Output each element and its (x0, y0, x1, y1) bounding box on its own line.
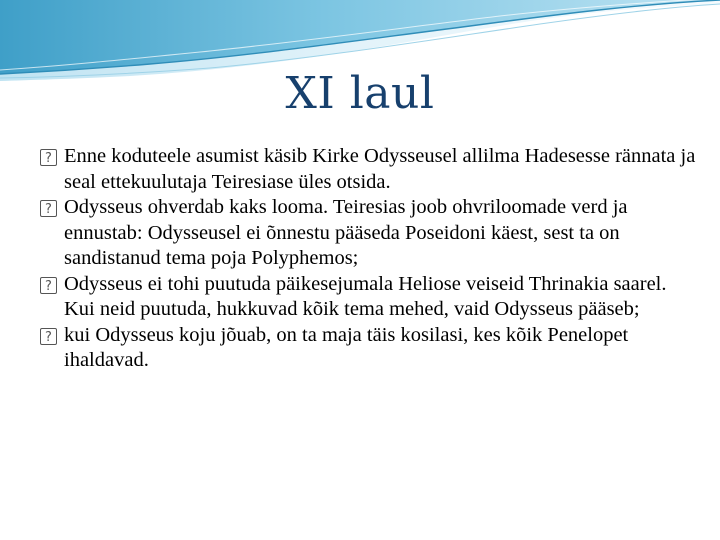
missing-glyph-icon (40, 149, 57, 166)
missing-glyph-icon (40, 200, 57, 217)
slide-title: XI laul (285, 68, 435, 119)
missing-glyph-icon (40, 277, 57, 294)
bullet-item (40, 272, 696, 323)
bullet-text: kui Odysseus koju jõuab, on ta maja täis kosilasi, kes kõik Penelopet ihaldavad. (64, 323, 629, 371)
bullet-item (40, 323, 696, 374)
bullet-item (40, 195, 696, 272)
bullet-text: Odysseus ei tohi puutuda päikesejumala Heliose veiseid Thrinakia saarel. Kui neid puutuda, hukkuvad kõik tema mehed, vaid Odysseus pääseb; (64, 272, 667, 320)
bullet-item (40, 144, 696, 195)
bullet-text: Odysseus ohverdab kaks looma. Teiresias joob ohvriloomade verd ja ennustab: Odysseusel ei õnnestu pääseda Poseidoni käest, sest ta on sandistanud tema poja Polyphemos; (64, 196, 628, 269)
missing-glyph-icon (40, 328, 57, 345)
bullet-text: Enne koduteele asumist käsib Kirke Odysseusel allilma Hadesesse rännata ja seal ettekuulutaja Teiresiase üles otsida. (64, 145, 696, 193)
bullet-list (40, 144, 696, 374)
